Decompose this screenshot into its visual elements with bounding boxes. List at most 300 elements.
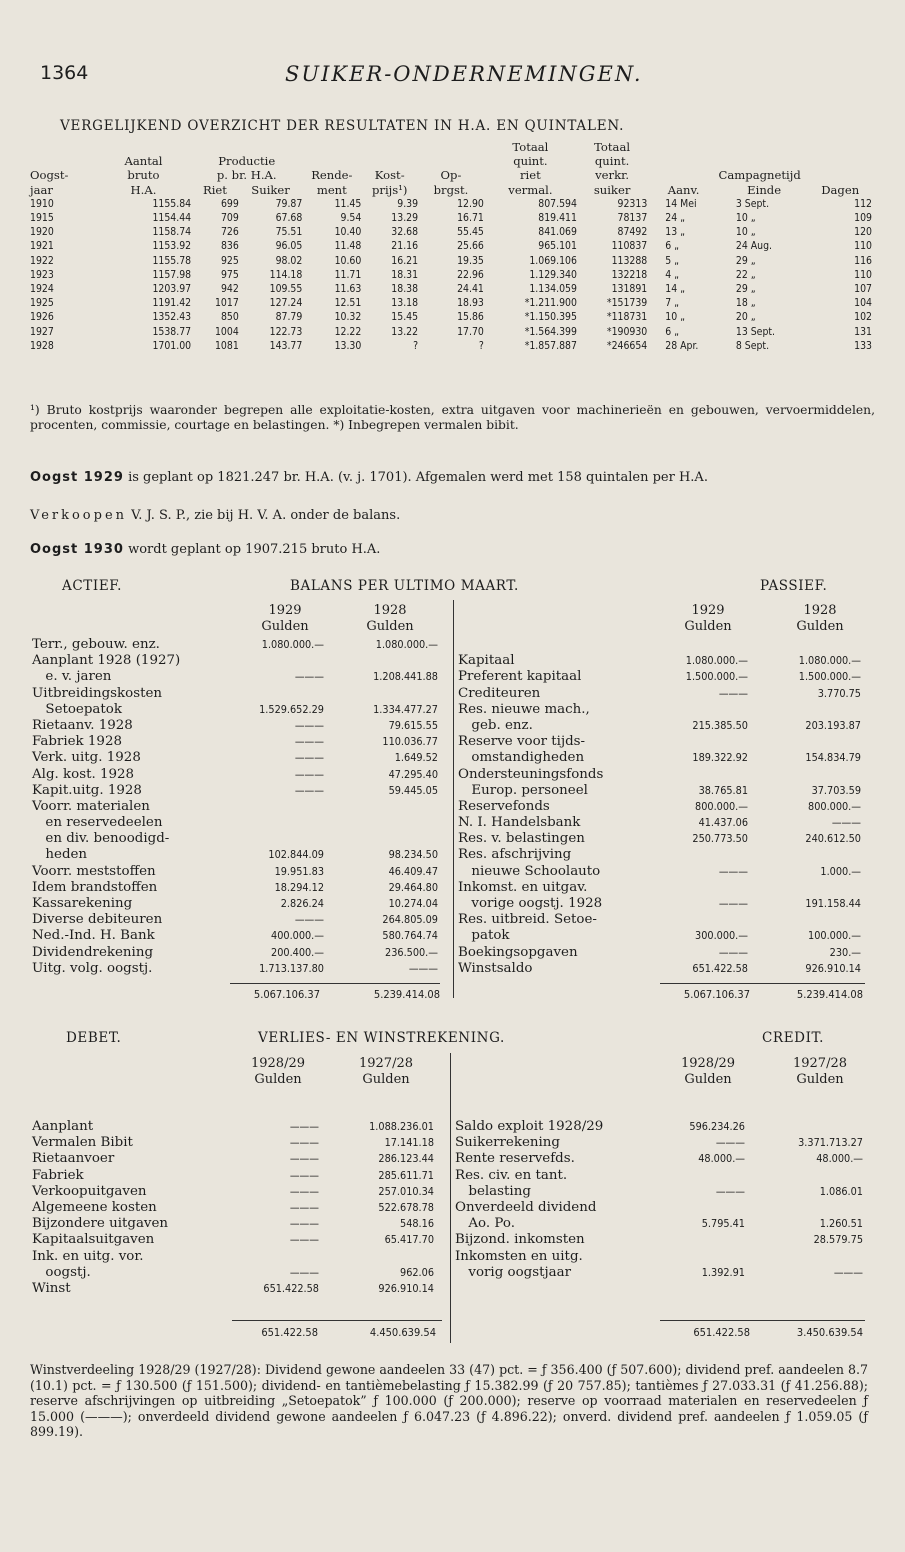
results-cell: 1923 [30,268,54,281]
actief-value: 1.080.000.— [375,638,438,651]
results-cell: 1004 [214,325,239,338]
results-cell: 12.22 [334,325,362,338]
passief-row [458,945,863,961]
passief-value: 154.834.79 [805,751,861,765]
actief-value: 1.713.137.80 [259,961,324,975]
passief-value: 250.773.50 [692,832,748,846]
results-cell: 10 „ [735,226,756,239]
results-cell: 1538.77 [152,325,192,338]
results-footnote: ¹) Bruto kostprijs waaronder begrepen alle exploitatie-kosten, extra uitgaven voor machinerieën en gebouwen, vervoermiddelen, procenten, commissie, courtage en belastingen. *) Inbegrepen vermalen bibit. [30,403,875,432]
passief-value: 3.770.75 [817,686,861,700]
results-header-cell: riet [520,168,541,183]
results-header-cell: prijs¹) [372,182,408,197]
results-cell: *151739 [606,297,648,310]
actief-row [32,637,442,653]
actief-row [32,734,442,750]
results-cell: 965.101 [538,240,577,253]
results-row [30,282,872,296]
results-cell: 109.55 [269,283,303,296]
passief-value: 100.000.— [808,929,861,943]
results-cell: 841.069 [538,226,577,239]
results-cell: 807.594 [538,197,577,210]
credit-year-2: 1927/28 [792,1056,847,1071]
verkoopen-text: V. J. S. P., zie bij H. V. A. onder de balans. [127,508,401,523]
results-cell: 78137 [617,212,648,225]
debet-year-2: 1927/28 [358,1056,413,1071]
actief-row [32,928,442,944]
passief-label: Winstsaldo [458,960,533,976]
passief-row [458,653,863,669]
actief-label: Fabriek 1928 [32,734,122,750]
results-cell: 98.02 [275,254,303,267]
results-header-cell [302,154,361,168]
actief-value: 264.805.09 [382,913,438,927]
actief-row [32,799,442,815]
results-cell: 104 [854,297,872,310]
results-header-cell: Riet [202,182,227,197]
actief-row [32,896,442,912]
results-cell: 113288 [611,254,648,267]
passief-value: 1.500.000.— [685,670,748,684]
actief-label: Voorr. materialen [32,798,150,814]
results-cell: 1352.43 [152,311,192,324]
passief-row [458,847,863,863]
passief-row [458,783,863,799]
results-row [30,239,872,253]
results-header-cell [30,154,96,168]
results-cell: 1158.74 [152,226,192,239]
credit-row [455,1184,865,1200]
passief-row [458,961,863,977]
results-cell: 24.41 [457,283,484,296]
credit-value: 1.392.91 [701,1265,745,1279]
passief-value: 300.000.— [695,929,748,943]
results-cell: 28 Apr. [665,339,699,352]
results-header-cell: p. br. H.A. [216,168,277,183]
passief-row [458,767,863,783]
results-row [30,268,872,282]
debet-value: 962.06 [400,1265,434,1279]
actief-value: 18.294.12 [274,880,324,894]
results-cell: 9.54 [340,212,362,225]
passief-total-1: 5.067.106.37 [683,988,750,1001]
actief-value: ——— [294,735,324,749]
results-header-cell [361,154,418,168]
results-cell: 709 [220,212,239,225]
results-cell: 10 „ [735,212,756,225]
results-cell: 14 „ [665,283,685,296]
passief-value: 1.500.000.— [798,670,861,684]
passief-value: 800.000.— [695,799,748,813]
results-row [30,325,872,339]
results-cell: 22 „ [735,268,756,281]
credit-label: Inkomsten en uitg. [455,1248,583,1264]
results-cell: 109 [854,212,872,225]
results-cell: *1.211.900 [524,297,577,310]
actief-row [32,686,442,702]
oogst-1929-label: Oogst 1929 [30,470,124,485]
oogst-1929-text: is geplant op 1821.247 br. H.A. (v. j. 1701). Afgemalen werd met 158 quintalen per H.A. [123,470,708,485]
credit-value: 48.000.— [698,1152,745,1166]
results-header-cell: Op- [440,168,462,183]
results-header-cell: Oogst- [30,168,69,183]
passief-label: PASSIEF. [760,578,828,594]
debet-row [32,1168,442,1184]
results-cell: 122.73 [269,325,303,338]
actief-label: Setoepatok [32,701,122,717]
actief-value: ——— [408,961,438,975]
results-cell: 67.68 [275,212,303,225]
passief-row [458,702,863,718]
oogst-1929-paragraph [30,470,875,486]
results-cell: 24 „ [665,212,685,225]
debet-value: 651.422.58 [263,1281,319,1295]
passief-value: 240.612.50 [805,832,861,846]
results-cell: 13.18 [391,297,419,310]
actief-value: 102.844.09 [268,848,324,862]
results-header-row [30,154,872,168]
results-cell: 726 [220,226,239,239]
debet-row [32,1249,442,1265]
results-cell: 1081 [214,339,239,352]
debet-label: Bijzondere uitgaven [32,1216,169,1232]
wv-divider [450,1053,451,1343]
credit-row [455,1151,865,1167]
actief-row [32,961,442,977]
results-cell: 127.24 [269,297,303,310]
results-cell: 112 [854,197,872,210]
results-cell: 1191.42 [152,297,192,310]
debet-value: ——— [289,1184,319,1198]
passief-label: omstandigheden [458,750,585,766]
passief-value: ——— [718,945,748,959]
results-cell: 25.66 [457,240,484,253]
balans-title: BALANS PER ULTIMO MAART. [290,578,519,594]
actief-value: ——— [294,783,324,797]
credit-value: 596.234.26 [689,1120,745,1133]
results-cell: 699 [220,197,239,210]
results-cell: *1.857.887 [524,339,577,352]
results-header-cell [418,154,484,168]
results-header-cell: Suiker [251,182,290,197]
results-cell: 16.71 [457,212,484,225]
wv-title: VERLIES- EN WINSTREKENING. [258,1030,505,1046]
passief-value: 926.910.14 [805,961,861,975]
results-cell: 1.134.059 [529,283,577,296]
results-cell: 10.60 [334,254,362,267]
credit-value: 3.371.713.27 [798,1136,863,1150]
results-cell: 32.68 [391,226,419,239]
debet-value: ——— [289,1233,319,1247]
results-cell: 110837 [611,240,648,253]
results-header-cell [808,140,872,154]
passief-total-2: 5.239.414.08 [796,988,863,1001]
results-header-cell: Campagnetijd [718,168,801,183]
debet-value: ——— [289,1265,319,1279]
actief-value: ——— [294,913,324,927]
credit-list [455,1119,865,1281]
passief-row [458,637,863,653]
passief-value: ——— [831,816,861,830]
passief-label: Reservefonds [458,798,550,814]
actief-list [32,637,442,977]
results-header-cell: Einde [747,182,782,197]
results-cell: *1.150.395 [524,311,577,324]
debet-value: 548.16 [400,1217,434,1231]
results-header-cell: Rende- [311,168,353,183]
debet-value: ——— [289,1200,319,1214]
debet-value: ——— [289,1217,319,1231]
results-header-cell [191,140,239,154]
actief-value: 59.445.05 [388,783,438,797]
passief-row [458,669,863,685]
debet-row [32,1281,442,1297]
debet-label: Algemeene kosten [32,1199,157,1215]
passief-value: 38.765.81 [698,783,748,797]
results-row [30,197,872,211]
results-header-row [30,168,872,182]
results-cell: 942 [220,283,239,296]
debet-label: Rietaanvoer [32,1151,115,1167]
passief-label: nieuwe Schoolauto [458,863,601,879]
actief-value: 1.334.477.27 [373,702,438,716]
actief-label: Uitg. volg. oogstj. [32,960,153,976]
results-cell: 13 „ [665,226,685,239]
passief-value: 191.158.44 [805,897,861,910]
results-cell: 11.48 [334,240,362,253]
debet-row [32,1184,442,1200]
actief-label: Verk. uitg. 1928 [32,750,141,766]
results-header-cell: quint. [513,154,548,169]
results-cell: 850 [220,311,239,324]
credit-label: Rente reservefds. [455,1151,575,1167]
results-cell: 131891 [611,283,648,296]
credit-row [455,1216,865,1232]
results-cell: 79.87 [275,197,303,210]
results-cell: 96.05 [275,240,303,253]
results-cell: 819.411 [538,212,577,225]
results-cell: 1925 [30,297,54,310]
results-cell: 5 „ [665,254,680,267]
oogst-1930-paragraph [30,542,875,558]
results-header-row [30,183,872,197]
actief-label: Rietaanv. 1928 [32,717,133,733]
credit-value: 1.086.01 [819,1184,863,1198]
passief-value: 215.385.50 [692,718,748,732]
debet-value: 286.123.44 [378,1152,434,1166]
actief-total-2: 5.239.414.08 [373,988,440,1001]
debet-total-rule [232,1320,442,1321]
actief-value: ——— [294,718,324,732]
debet-value: ——— [289,1168,319,1182]
results-cell: *1.564.399 [524,325,577,338]
actief-row [32,718,442,734]
actief-value: 79.615.55 [388,718,438,732]
credit-label: Bijzond. inkomsten [455,1232,585,1248]
passief-label: Res. nieuwe mach., [458,701,590,717]
results-cell: 18.93 [457,297,484,310]
results-cell: 6 „ [665,240,680,253]
passief-label: Crediteuren [458,685,541,701]
results-cell: 13 Sept. [735,325,776,338]
actief-label: Diverse debiteuren [32,912,163,928]
results-cell: 14 Mei [665,197,697,210]
actief-value: 236.500.— [385,945,438,959]
actief-label: Kassarekening [32,896,133,911]
results-cell: 87492 [617,226,648,239]
passief-value: 1.000.— [820,864,861,878]
passief-value: 41.437.06 [698,816,748,830]
results-cell: 925 [220,254,239,267]
actief-label: Ned.-Ind. H. Bank [32,928,155,944]
actief-label: Alg. kost. 1928 [32,766,135,782]
debet-label: DEBET. [66,1030,122,1046]
passief-label: Kapitaal [458,653,515,669]
passief-label: Inkomst. en uitgav. [458,879,588,895]
passief-value: ——— [718,864,748,878]
actief-value: 98.234.50 [388,848,438,862]
results-cell: 132218 [611,268,648,281]
actief-value: 1.208.441.88 [373,670,438,684]
results-cell: 1155.78 [152,254,192,267]
actief-label: e. v. jaren [32,669,112,685]
actief-row [32,880,442,896]
oogst-1930-text: wordt geplant op 1907.215 bruto H.A. [123,542,381,557]
results-header-cell [302,140,361,154]
actief-row [32,912,442,928]
credit-value: ——— [715,1136,745,1150]
results-cell: 8 Sept. [735,339,770,352]
debet-label: Vermalen Bibit [32,1135,133,1151]
results-row [30,339,872,353]
results-cell: 107 [854,283,872,296]
actief-value: ——— [294,751,324,765]
results-cell: 3 Sept. [735,197,770,210]
passief-currency-1: Gulden [684,619,732,634]
credit-row [455,1200,865,1216]
actief-row [32,653,442,669]
results-header-row [30,140,872,154]
debet-value: 522.678.78 [378,1200,434,1214]
actief-label: Aanplant 1928 (1927) [32,653,181,669]
results-header-cell: Totaal [594,140,631,154]
actief-label: ACTIEF. [62,578,123,594]
results-cell: 24 Aug. [735,240,772,253]
results-cell: 15.45 [391,311,419,324]
passief-year-1: 1929 [691,603,725,618]
results-cell: 18.38 [391,283,419,296]
results-cell: 75.51 [275,226,303,239]
debet-row [32,1135,442,1151]
passief-value: ——— [718,686,748,700]
results-cell: ? [478,339,484,352]
actief-value: 10.274.04 [388,897,438,910]
results-header-cell [720,140,809,154]
debet-value: 65.417.70 [384,1233,434,1247]
results-header-cell: quint. [594,154,630,169]
results-header-cell: bruto [127,168,160,183]
passief-label: vorige oogstj. 1928 [458,896,603,911]
results-header-cell: Totaal [512,140,549,154]
passief-value: 37.703.59 [811,783,861,797]
results-header-cell: jaar [30,182,53,197]
results-cell: 1922 [30,254,54,267]
results-header-cell: Aantal [124,154,163,169]
actief-value: 1.649.52 [394,751,438,765]
results-cell: 1910 [30,197,54,210]
debet-label: Verkoopuitgaven [32,1183,147,1199]
credit-row [455,1168,865,1184]
actief-row [32,702,442,718]
actief-value: 46.409.47 [388,864,438,878]
section-title: VERGELIJKEND OVERZICHT DER RESULTATEN IN H.A. EN QUINTALEN. [60,118,625,134]
results-cell: 120 [854,226,872,239]
results-cell: 1017 [214,297,239,310]
credit-row [455,1249,865,1265]
results-cell: 1.069.106 [529,254,577,267]
credit-label: Res. civ. en tant. [455,1167,568,1183]
actief-value: 29.464.80 [388,880,438,894]
debet-value: ——— [289,1136,319,1150]
actief-label: Uitbreidingskosten [32,685,163,701]
actief-row [32,767,442,783]
results-cell: 110 [854,268,872,281]
results-header-cell [808,154,872,168]
results-cell: 11.63 [334,283,362,296]
results-header-cell [239,140,303,154]
debet-row [32,1232,442,1248]
actief-label: Voorr. meststoffen [32,863,156,879]
credit-label: Suikerrekening [455,1135,560,1151]
results-cell: 6 „ [665,325,680,338]
results-header-cell [96,140,191,154]
results-cell: 836 [220,240,239,253]
results-cell: 1701.00 [152,339,192,352]
passief-label: Boekingsopgaven [458,944,578,960]
results-row [30,296,872,310]
passief-value: ——— [718,897,748,910]
actief-label: Dividendrekening [32,944,154,960]
debet-label: oogstj. [32,1264,91,1280]
verkoopen-paragraph [30,508,875,524]
passief-row [458,831,863,847]
debet-row [32,1200,442,1216]
credit-value: 5.795.41 [701,1217,745,1231]
credit-label: Saldo exploit 1928/29 [455,1119,604,1134]
actief-row [32,750,442,766]
debet-label: Winst [32,1280,71,1296]
results-cell: 1.129.340 [529,268,577,281]
results-cell: 55.45 [457,226,484,239]
debet-value: 1.088.236.01 [369,1120,434,1133]
debet-total-2: 4.450.639.54 [369,1326,436,1339]
results-cell: 1928 [30,339,54,352]
results-header-cell: Productie [218,154,276,169]
credit-label: Onverdeeld dividend [455,1199,597,1215]
results-cell: 29 „ [735,254,756,267]
results-cell: 10 „ [665,311,685,324]
winstverdeeling-paragraph: Winstverdeeling 1928/29 (1927/28): Dividend gewone aandeelen 33 (47) pct. = ƒ 356.400 (ƒ 507.600); dividend pref. aandeelen 8.7 (10.1) pct. = ƒ 130.500 (ƒ 151.500); dividend- en tantièmebelasting ƒ 15.382.99 (ƒ 20 757.85); tantièmes ƒ 27.033.31 (ƒ 41.256.88); reserve afschrijvingen op uitbreiding „Setoepatok” ƒ 100.000 (ƒ 200.000); reserve op voorraad materialen en reservedeelen ƒ 15.000 (———); onverdeeld dividend gewone aandeelen ƒ 6.047.23 (ƒ 4.896.22); onverd. dividend pref. aandeelen ƒ 1.059.05 (ƒ 899.19). [30,1362,868,1440]
debet-value: 926.910.14 [378,1281,434,1295]
results-cell: 10.32 [334,311,362,324]
debet-row [32,1216,442,1232]
actief-label: Terr., gebouw. enz. [32,637,160,652]
actief-currency-2: Gulden [366,619,414,634]
passief-label: patok [458,928,510,944]
actief-total-rule [230,983,440,984]
passief-row [458,799,863,815]
debet-row [32,1265,442,1281]
